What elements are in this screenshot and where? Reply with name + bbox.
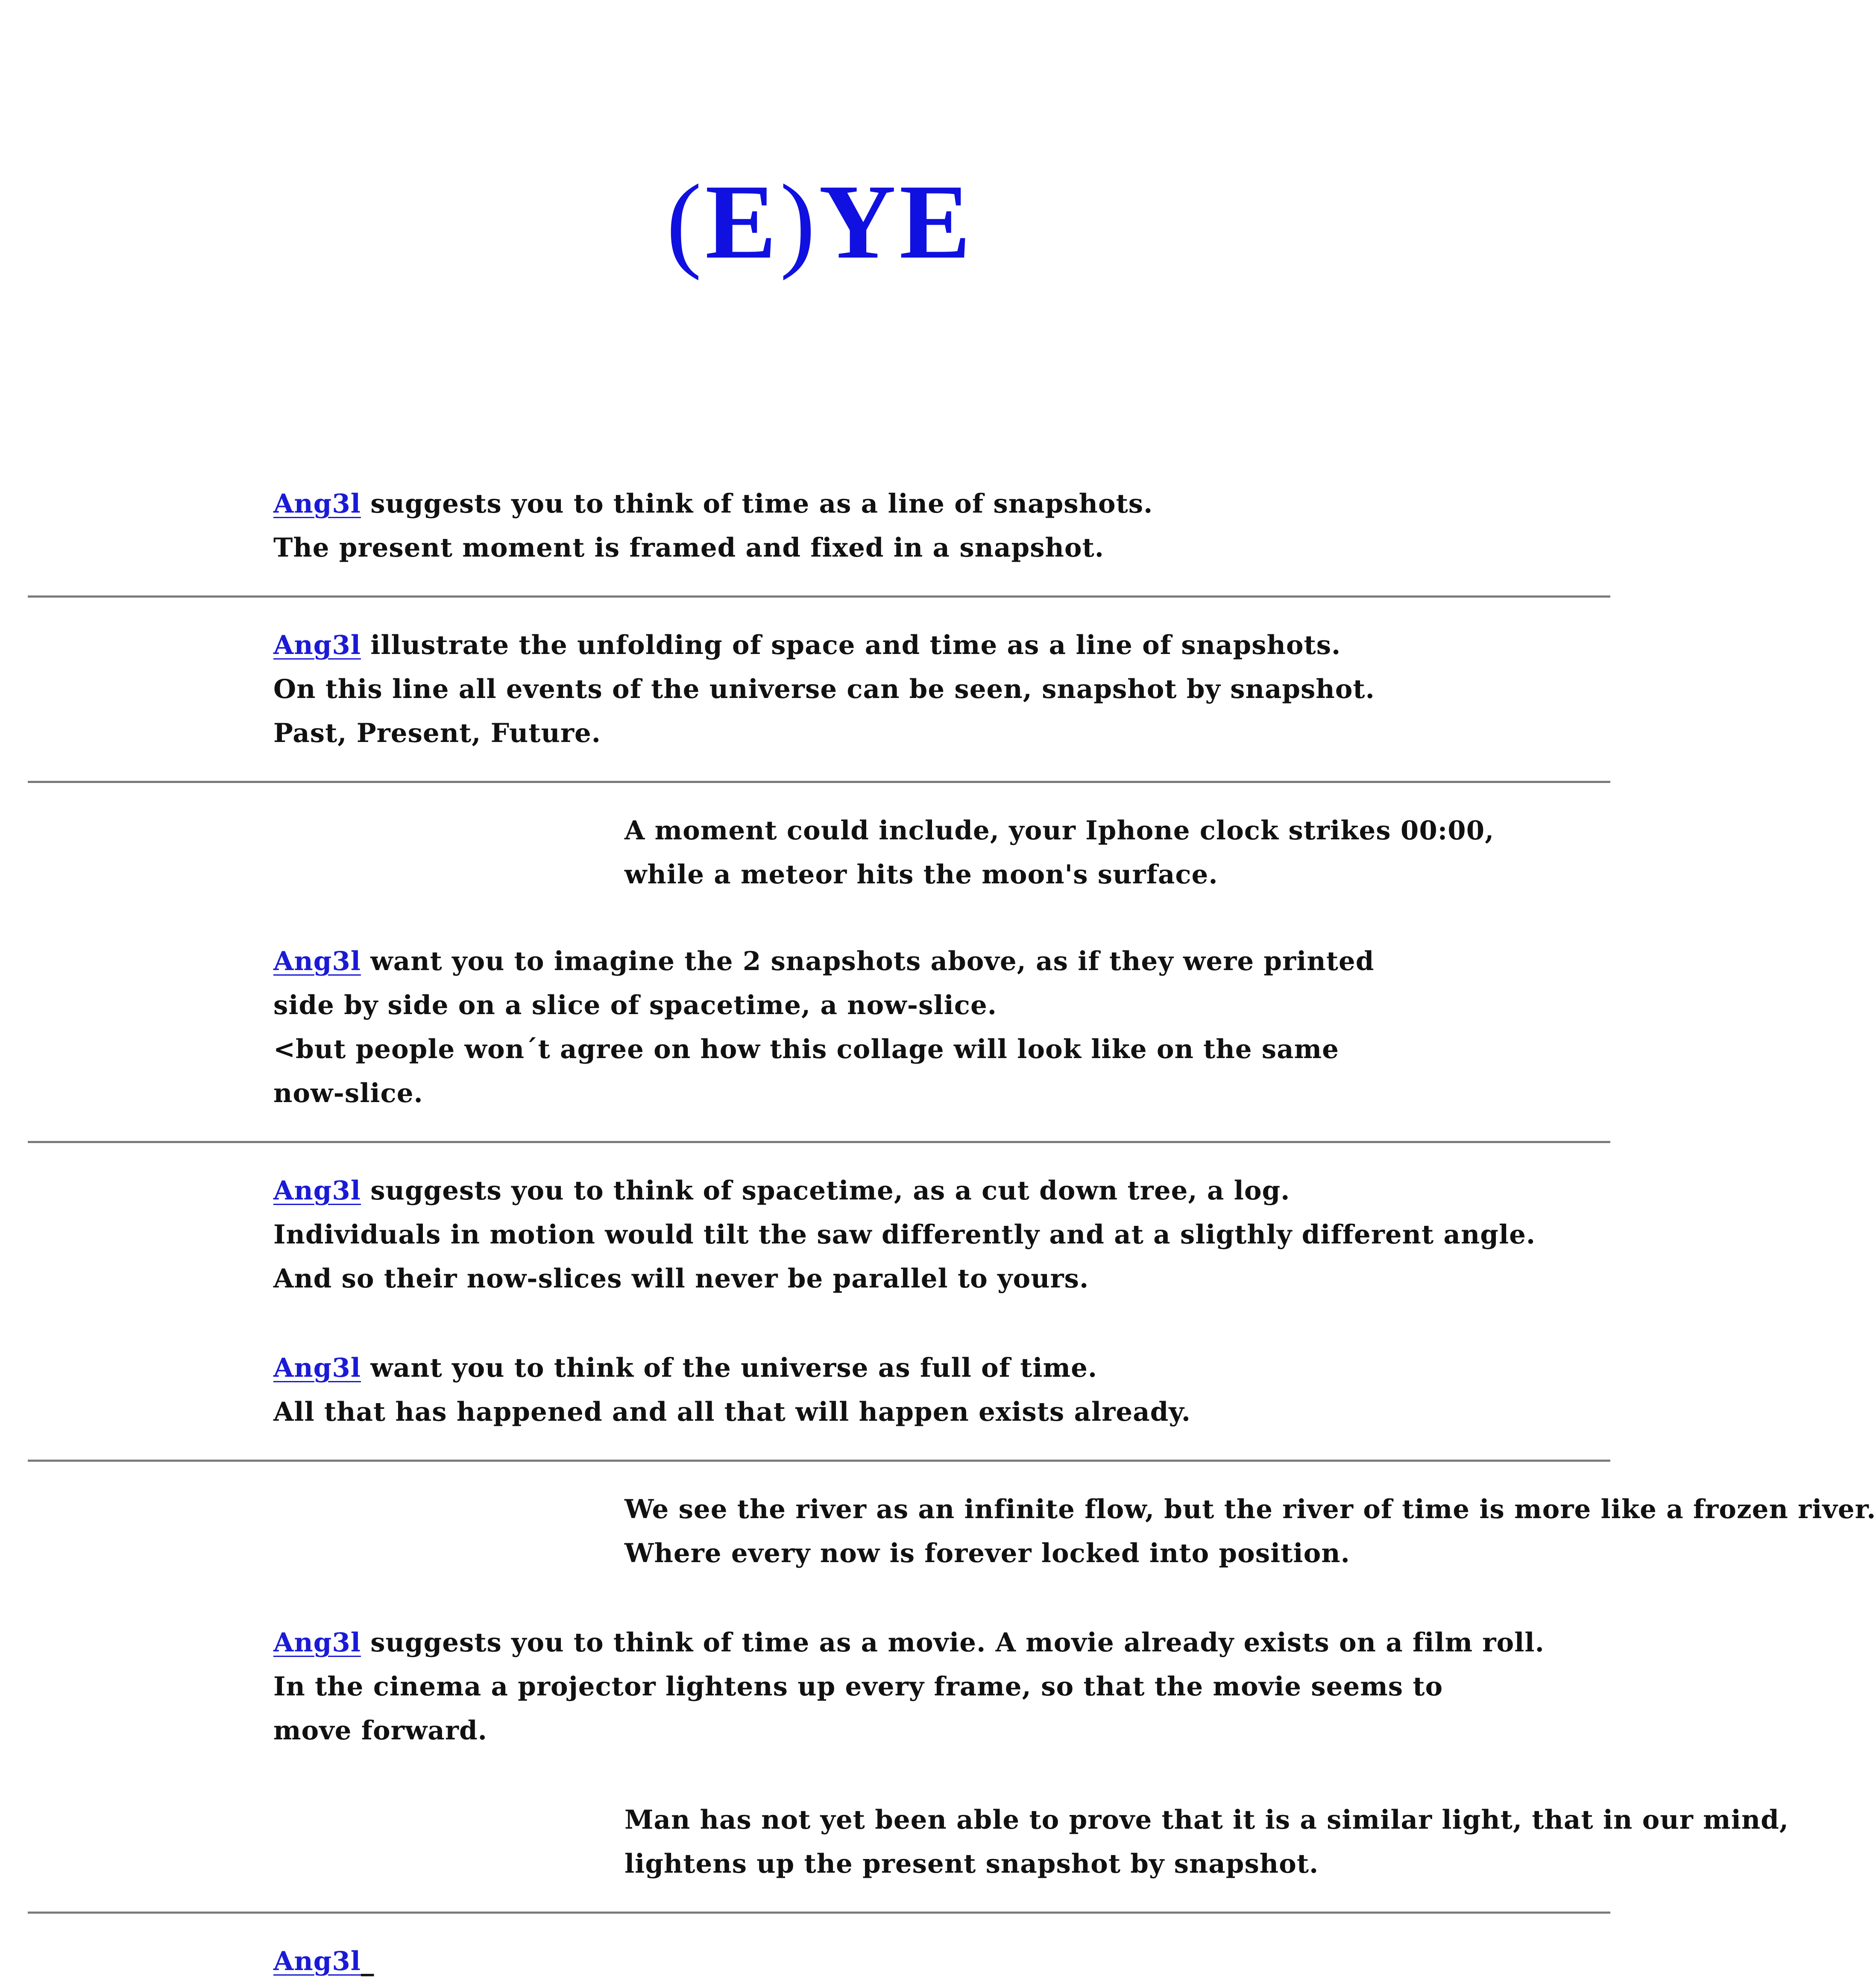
paragraph-line: side by side on a slice of spacetime, a now-slice. [273,990,997,1020]
paragraph-line [273,1939,1640,1983]
paragraph-line [273,1346,1640,1390]
page-title [0,163,1640,281]
title-open-paren: ( [666,163,705,281]
paragraph-line: The present moment is framed and fixed in a snapshot. [273,533,1104,563]
text: suggests you to think of spacetime, as a cut down tree, a log. [370,1176,1290,1206]
ang3l-link[interactable]: Ang3l [273,630,361,660]
section-2 [0,623,1640,755]
text: suggests you to think of time as a movie. A movie already exists on a film roll. [370,1627,1545,1658]
quote-line: Where every now is forever locked into position. [624,1538,1350,1569]
paragraph-line: move forward. [273,1715,487,1746]
paragraph-line: Individuals in motion would tilt the saw differently and at a sligthly different angle. [273,1220,1536,1250]
ang3l-link[interactable]: Ang3l [273,489,361,519]
paragraph-line: <but people won´t agree on how this collage will look like on the same [273,1034,1339,1064]
paragraph-line: On this line all events of the universe can be seen, snapshot by snapshot. [273,674,1375,704]
quote-line: while a meteor hits the moon's surface. [624,859,1218,890]
paragraph-line [273,1621,1640,1665]
title-ye: YE [818,163,974,281]
title-close-paren: ) [780,163,819,281]
paragraph-line: In the cinema a projector lightens up every frame, so that the movie seems to [273,1671,1443,1702]
ang3l-link[interactable]: Ang3l [273,1353,361,1383]
trailing-underscore: _ [361,1946,375,1976]
paragraph-line: now-slice. [273,1078,423,1108]
section-5 [0,1487,1876,1886]
paragraph-line [273,1169,1640,1213]
ang3l-link[interactable]: Ang3l [273,1627,361,1658]
paragraph-line: Past, Present, Future. [273,718,601,748]
main-content [0,482,1876,1983]
quote-line: lightens up the present snapshot by snapshot. [624,1849,1319,1879]
text: want you to imagine the 2 snapshots above, as if they were printed [370,946,1375,976]
ang3l-link[interactable]: Ang3l [273,1946,361,1976]
quote-line: A moment could include, your Iphone clock strikes 00:00, [624,815,1495,846]
ang3l-link[interactable]: Ang3l [273,1176,361,1206]
section-3 [0,809,1640,1115]
paragraph-line [273,939,1640,983]
text: want you to think of the universe as full of time. [370,1353,1098,1383]
title-e: E [705,163,780,281]
paragraph-line [273,623,1640,667]
section-4 [0,1169,1640,1434]
ang3l-link[interactable]: Ang3l [273,946,361,976]
paragraph-line: All that has happened and all that will happen exists already. [273,1397,1191,1427]
section-1 [0,482,1640,570]
section-6 [0,1939,1640,1983]
text: suggests you to think of time as a line of snapshots. [370,489,1153,519]
text: illustrate the unfolding of space and time as a line of snapshots. [370,630,1341,660]
paragraph-line: And so their now-slices will never be parallel to yours. [273,1264,1089,1294]
paragraph-line [273,482,1640,526]
quote-line: Man has not yet been able to prove that it is a similar light, that in our mind, [624,1805,1789,1835]
quote-line: We see the river as an infinite flow, but the river of time is more like a frozen river. [624,1494,1876,1525]
